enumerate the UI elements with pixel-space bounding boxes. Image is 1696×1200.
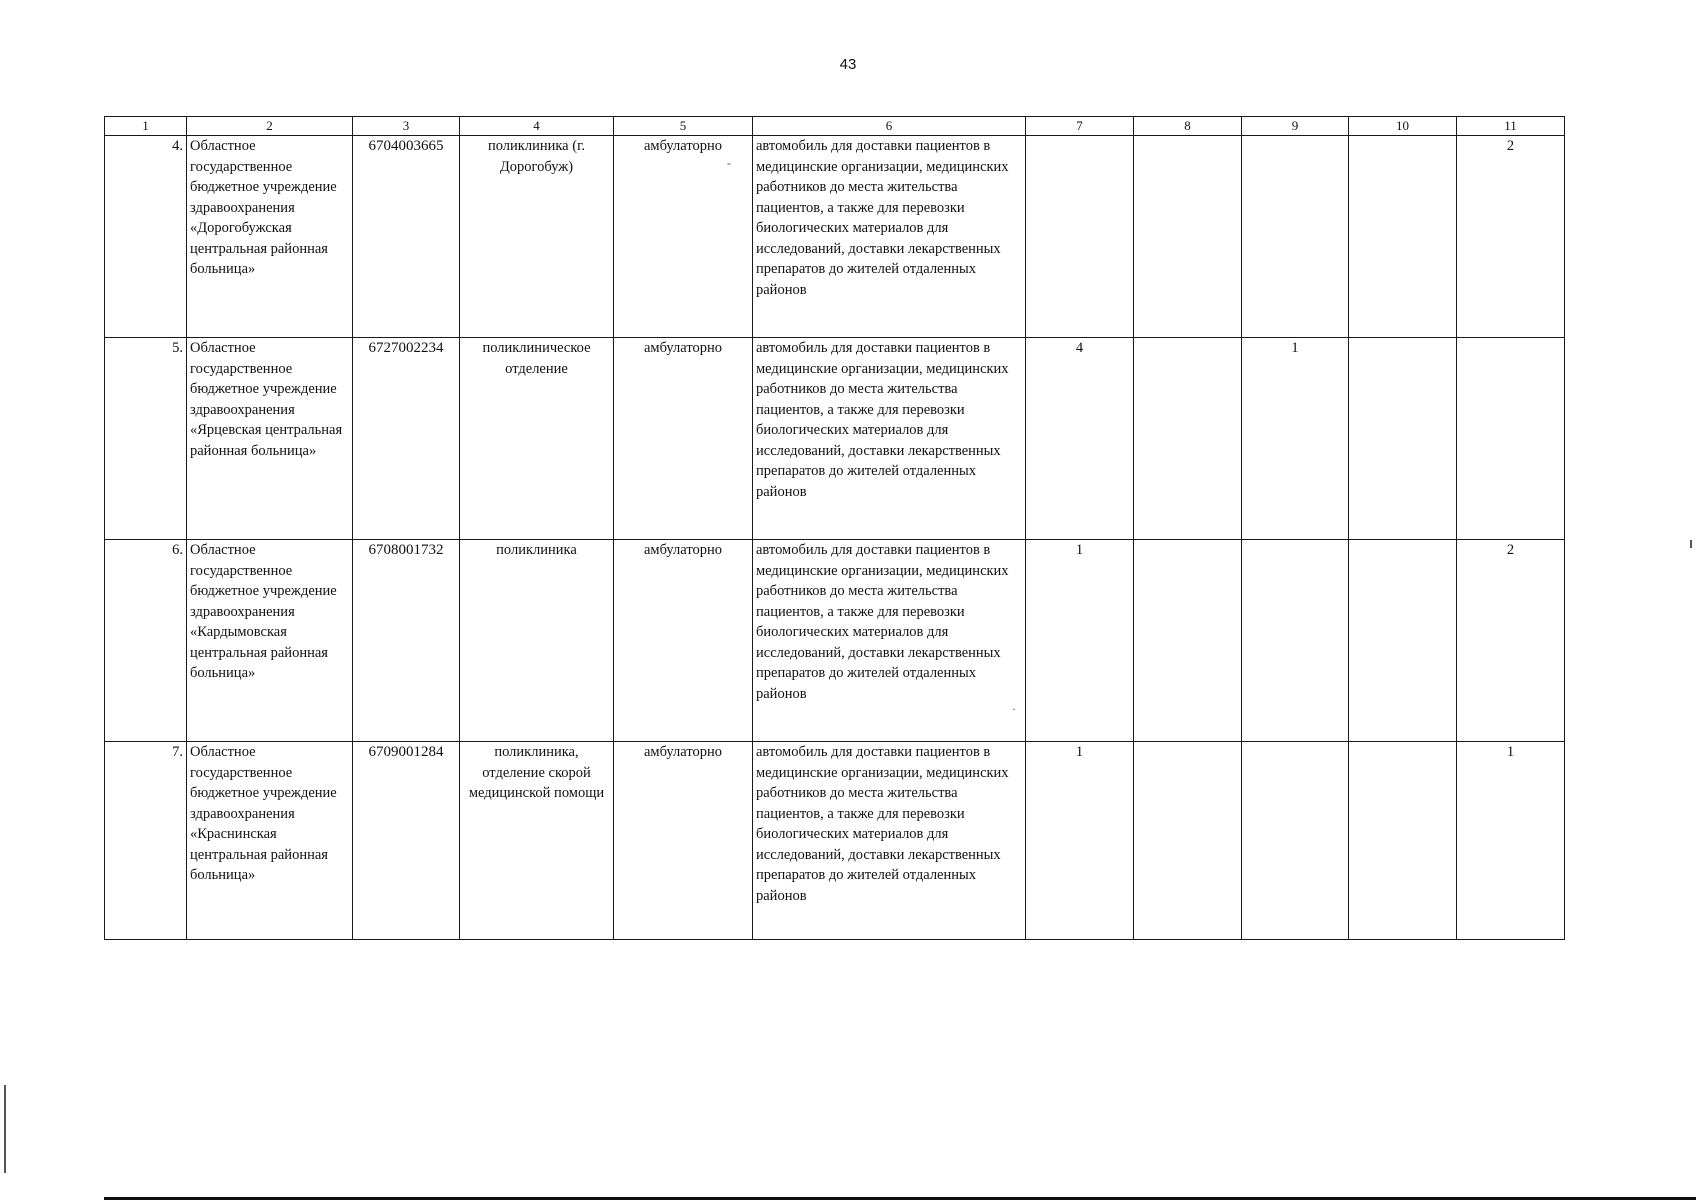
row-number: 7. xyxy=(105,742,187,940)
institution-name: Областное государственное бюджетное учреждение здравоохранения «Краснинская центральная районная больница» xyxy=(187,742,353,940)
scan-margin-mark xyxy=(4,1085,6,1173)
vehicle-purpose: автомобиль для доставки пациентов в медицинские организации, медицинских работников до места жительства пациентов, а также для перевозки биологических материалов для исследований, доставки лекарственных препаратов до жителей отдаленных районов xyxy=(753,742,1026,940)
inn-code: 6709001284 xyxy=(353,742,460,940)
column-number-4: 4 xyxy=(460,117,614,136)
value-col-11: 2 xyxy=(1457,136,1565,338)
row-number: 5. xyxy=(105,338,187,540)
table-row xyxy=(105,338,1565,540)
value-col-9 xyxy=(1242,540,1349,742)
value-col-9 xyxy=(1242,136,1349,338)
value-col-7: 4 xyxy=(1026,338,1134,540)
value-col-8 xyxy=(1134,742,1242,940)
value-col-9 xyxy=(1242,742,1349,940)
inn-code: 6708001732 xyxy=(353,540,460,742)
column-number-9: 9 xyxy=(1242,117,1349,136)
care-mode xyxy=(614,136,753,338)
row-number: 4. xyxy=(105,136,187,338)
care-mode: амбулаторно xyxy=(614,338,753,540)
table-row xyxy=(105,742,1565,940)
column-number-10: 10 xyxy=(1349,117,1457,136)
column-number-3: 3 xyxy=(353,117,460,136)
unit-type: поликлиника xyxy=(460,540,614,742)
vehicles-table xyxy=(104,116,1565,940)
column-number-8: 8 xyxy=(1134,117,1242,136)
page-number: 43 xyxy=(839,56,857,73)
unit-type: поликлиника (г. Дорогобуж) xyxy=(460,136,614,338)
vehicle-purpose: автомобиль для доставки пациентов в медицинские организации, медицинских работников до места жительства пациентов, а также для перевозки биологических материалов для исследований, доставки лекарственных препаратов до жителей отдаленных районов xyxy=(753,338,1026,540)
value-col-8 xyxy=(1134,338,1242,540)
unit-type: поликлиническое отделение xyxy=(460,338,614,540)
column-number-6: 6 xyxy=(753,117,1026,136)
value-col-9: 1 xyxy=(1242,338,1349,540)
inn-code: 6704003665 xyxy=(353,136,460,338)
value-col-10 xyxy=(1349,742,1457,940)
value-col-10 xyxy=(1349,136,1457,338)
row-number: 6. xyxy=(105,540,187,742)
care-mode-text: амбулаторно xyxy=(643,138,722,154)
column-number-1: 1 xyxy=(105,117,187,136)
scan-margin-mark xyxy=(1690,540,1692,548)
column-number-2: 2 xyxy=(187,117,353,136)
table-row xyxy=(105,136,1565,338)
institution-name: Областное государственное бюджетное учреждение здравоохранения «Дорогобужская центральная районная больница» xyxy=(187,136,353,338)
vehicle-purpose: автомобиль для доставки пациентов в медицинские организации, медицинских работников до места жительства пациентов, а также для перевозки биологических материалов для исследований, доставки лекарственных препаратов до жителей отдаленных районов xyxy=(753,136,1026,338)
value-col-7: 1 xyxy=(1026,540,1134,742)
vehicle-purpose-text: автомобиль для доставки пациентов в медицинские организации, медицинских работников до места жительства пациентов, а также для перевозки биологических материалов для исследований, доставки лекарственных препаратов до жителей отдаленных районов xyxy=(756,542,1009,702)
institution-name: Областное государственное бюджетное учреждение здравоохранения «Ярцевская центральная районная больница» xyxy=(187,338,353,540)
value-col-7 xyxy=(1026,136,1134,338)
table-row xyxy=(105,540,1565,742)
care-mode: амбулаторно xyxy=(614,742,753,940)
care-mode: амбулаторно xyxy=(614,540,753,742)
value-col-11 xyxy=(1457,338,1565,540)
inn-code: 6727002234 xyxy=(353,338,460,540)
institution-name: Областное государственное бюджетное учреждение здравоохранения «Кардымовская центральная районная больница» xyxy=(187,540,353,742)
value-col-11: 2 xyxy=(1457,540,1565,742)
value-col-8 xyxy=(1134,540,1242,742)
value-col-11: 1 xyxy=(1457,742,1565,940)
scan-artifact-mark: - xyxy=(727,155,731,170)
value-col-10 xyxy=(1349,338,1457,540)
table-header-row xyxy=(105,117,1565,136)
unit-type: поликлиника, отделение скорой медицинской помощи xyxy=(460,742,614,940)
value-col-8 xyxy=(1134,136,1242,338)
value-col-7: 1 xyxy=(1026,742,1134,940)
column-number-11: 11 xyxy=(1457,117,1565,136)
column-number-5: 5 xyxy=(614,117,753,136)
vehicle-purpose xyxy=(753,540,1026,742)
column-number-7: 7 xyxy=(1026,117,1134,136)
scan-artifact-mark: · xyxy=(1012,702,1016,716)
value-col-10 xyxy=(1349,540,1457,742)
